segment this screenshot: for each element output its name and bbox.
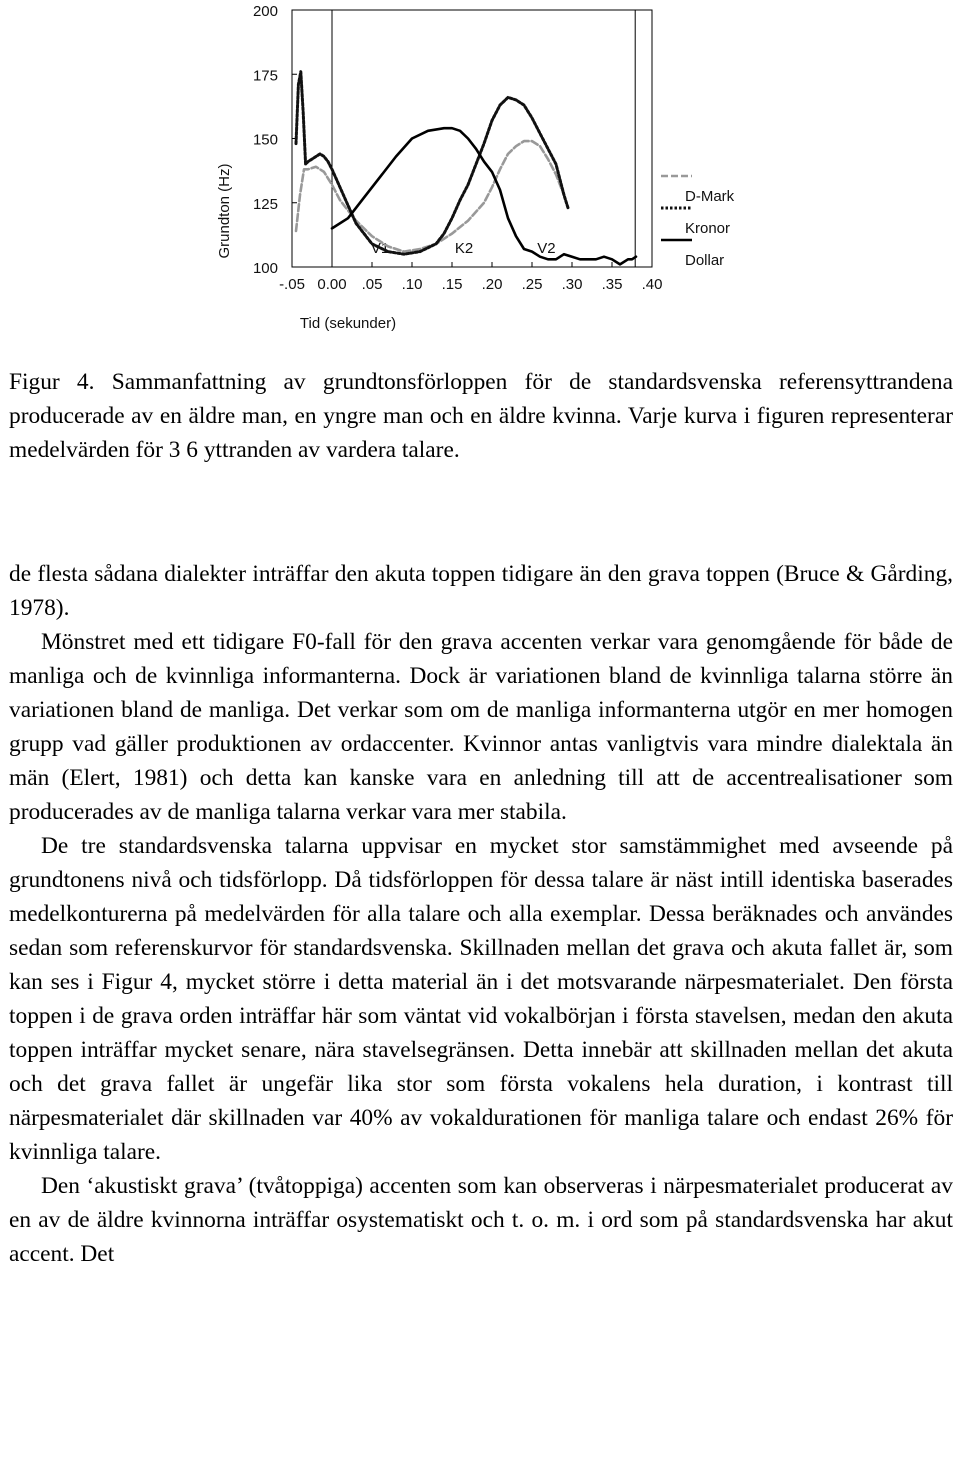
x-tick-label: .15	[441, 276, 463, 293]
body-text	[9, 557, 953, 1271]
plot-frame	[292, 10, 652, 267]
x-tick-label: .40	[641, 276, 663, 293]
f0-chart	[0, 0, 960, 345]
legend-label: Kronor	[685, 220, 731, 237]
paragraph: De tre standardsvenska talarna uppvisar en mycket stor samstämmighet med avseende på grundtonens nivå och tidsförlopp. Då tidsförloppen för dessa talare är näst intill identiska baserades medelkonturerna på medelvärden för alla talare och alla exemplar. Dessa beräknades och användes sedan som referenskurvor för standardsvenska. Skillnaden mellan det grava och akuta fallet är, som kan ses i Figur 4, mycket större i detta material än i det motsvarande närpesmaterialet. Den första toppen i de grava orden inträffar här som väntat vid vokalbörjan i första stavelsen, medan den akuta toppen inträffar mycket senare, nära stavelsegränsen. Detta innebär att skillnaden mellan det akuta och det grava fallet är ungefär lika stor som första vokalens hela duration, i kontrast till närpesmaterialet där skillnaden var 40% av vokaldurationen för manliga talare och endast 26% för kvinnliga talare.	[9, 833, 953, 1165]
y-tick-label: 100	[252, 260, 278, 277]
y-tick-label: 125	[252, 195, 278, 213]
y-tick-label: 175	[252, 67, 278, 85]
x-tick-label: .25	[521, 276, 543, 293]
x-tick-label: .30	[561, 276, 583, 293]
paragraph: de flesta sådana dialekter inträffar den akuta toppen tidigare än den grava toppen (Bruce & Gårding, 1978).	[9, 561, 953, 621]
y-tick-label: 150	[252, 131, 278, 149]
segment-label: V2	[537, 240, 556, 257]
paragraph: Mönstret med ett tidigare F0-fall för den grava accenten verkar vara genomgående för både de manliga och de kvinnliga informanterna. Dock är variationen bland de kvinnliga talarna större än variationen bland de manliga. Det verkar som om de manliga informanterna utgör en mer homogen grupp vad gäller produktionen av ordaccenter. Kvinnor antas vanligtvis vara mindre dialektala än män (Elert, 1981) och detta kan kanske vara en anledning till att de accentrealisationer som producerades av de manliga talarna verkar vara mer stabila.	[9, 629, 953, 825]
x-tick-label: .35	[601, 276, 623, 293]
series-line-d-mark	[296, 141, 564, 252]
segment-label: V1	[370, 240, 390, 257]
figure	[0, 0, 960, 345]
x-tick-label: .05	[361, 276, 383, 293]
y-tick-label: 200	[252, 3, 278, 20]
legend-label: D-Mark	[685, 188, 735, 205]
caption-text: Figur 4. Sammanfattning av grundtonsförloppen för de standardsvenska referensyttrandena producerade av en äldre man, en yngre man och en äldre kvinna. Varje kurva i figuren representerar medelvärden för 3 6 yttranden av vardera talare.	[9, 369, 953, 463]
legend-label: Dollar	[685, 252, 725, 269]
paragraph: Den ‘akustiskt grava’ (tvåtoppiga) accenten som kan observeras i närpesmaterialet producerat av en av de äldre kvinnorna inträffar osystematiskt och t. o. m. i ord som på standardsvenska har akut accent. Det	[9, 1173, 953, 1267]
x-tick-label: -.05	[279, 276, 305, 293]
figure-caption	[9, 365, 953, 467]
segment-label: K2	[454, 240, 474, 257]
x-tick-label: 0.00	[317, 276, 347, 293]
x-tick-label: .10	[401, 276, 423, 293]
x-tick-label: .20	[481, 276, 503, 293]
y-axis-label: Grundton (Hz)	[216, 163, 233, 259]
x-axis-label: Tid (sekunder)	[299, 315, 397, 332]
